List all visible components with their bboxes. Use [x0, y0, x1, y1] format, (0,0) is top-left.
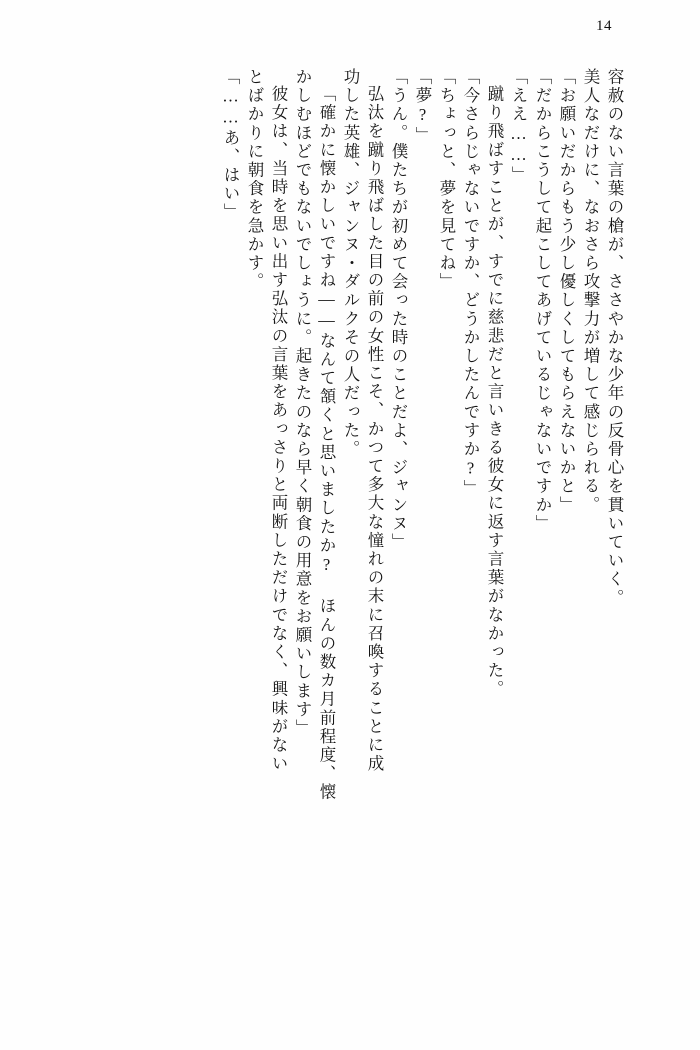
vertical-text-body: [78, 68, 622, 1002]
text-line: 「だからこうして起こしてあげているじゃないですか」: [533, 68, 552, 533]
text-line: 蹴り飛ばすことが、すでに慈悲だと言いきる彼女に返す言葉がなかった。: [485, 85, 504, 699]
text-line: かしむほどでもないでしょうに。起きたのなら早く朝食の用意をお願いします」: [293, 68, 312, 738]
page-number: 14: [596, 18, 612, 34]
text-line: 「ええ……」: [509, 68, 528, 185]
text-line: 「ちょっと、夢を見てね」: [437, 68, 456, 292]
text-line: 彼女は、当時を思い出す弘汰の言葉をあっさりと両断しただけでなく、興味がない: [269, 85, 288, 774]
text-line: 「うん。僕たちが初めて会った時のことだよ、ジャンヌ」: [389, 68, 408, 552]
text-line: 功した英雄、ジャンヌ・ダルクその人だった。: [341, 68, 360, 459]
text-line: 美人なだけに、なおさら攻撃力が増して感じられる。: [581, 68, 600, 515]
text-line: 弘汰を蹴り飛ばした目の前の女性こそ、かつて多大な憧れの末に召喚することに成: [365, 85, 384, 774]
text-line: とばかりに朝食を急かす。: [245, 68, 264, 292]
text-line: 容赦のない言葉の槍が、ささやかな少年の反骨心を貫いていく。: [605, 68, 624, 608]
text-line: 「今さらじゃないですか、どうかしたんですか?」: [461, 68, 480, 499]
text-line: 「……あ、はい」: [221, 68, 240, 222]
text-line: 「お願いだからもう少し優しくしてもらえないかと」: [557, 68, 576, 515]
text-line: 「確かに懐かしいですね——なんて頷くと思いましたか? ほんの数カ月前程度、懐: [317, 85, 336, 802]
text-line: 「夢?」: [413, 68, 432, 145]
